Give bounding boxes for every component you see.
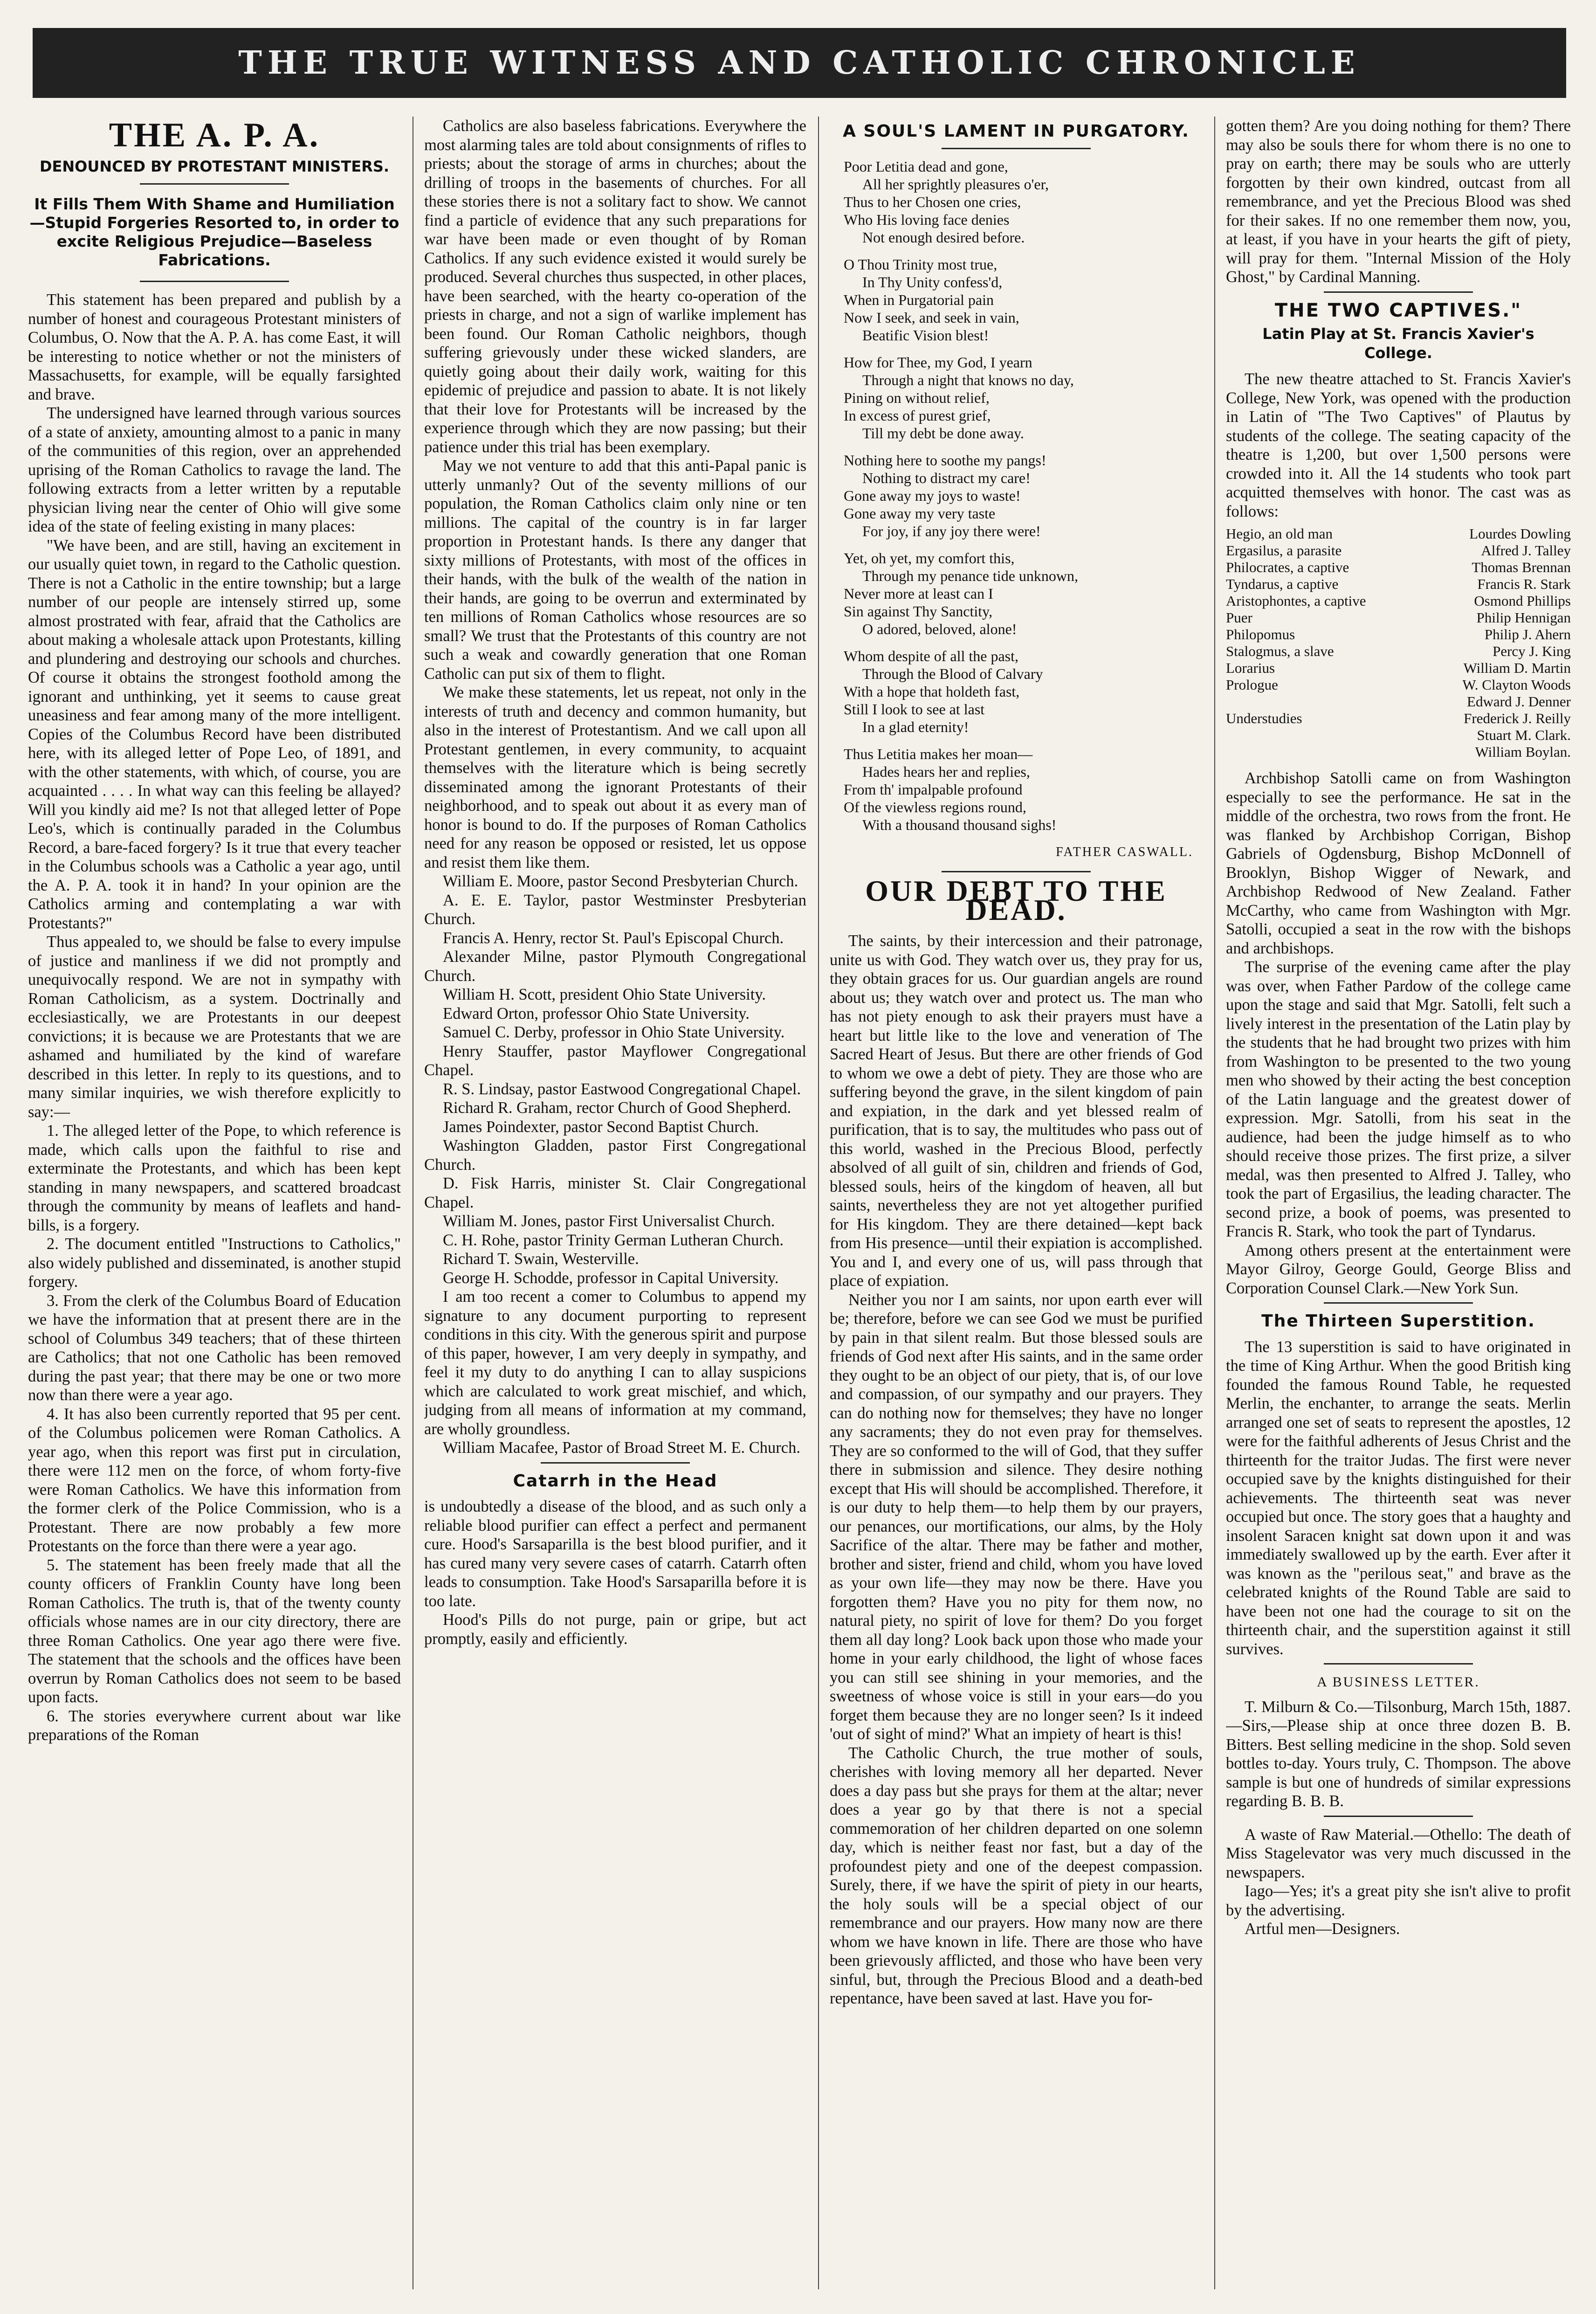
poem-line: O Thou Trinity most true, xyxy=(844,256,998,273)
poem-line: Till my debt be done away. xyxy=(862,424,1024,442)
catarrh-body: is undoubtedly a disease of the blood, and as such only a reliable blood purifier can effect a perfect and permanent cure. Hood's Sarsaparilla is the best blood purifier, and it has cured many very severe cases of catarrh. Catarrh often leads to consumption. Take Hood's Sarsaparilla before it is too late. xyxy=(424,1498,806,1610)
poem-line: Beatific Vision blest! xyxy=(862,326,989,344)
poem-line: Thus Letitia makes her moan— xyxy=(844,745,1033,762)
column-1 xyxy=(28,117,401,2289)
column-2 xyxy=(424,117,806,2289)
divider xyxy=(1324,1816,1473,1817)
divider xyxy=(942,148,1091,149)
poem-stanza xyxy=(844,256,1203,344)
poem-body xyxy=(830,158,1203,834)
paragraph: 2. The document entitled "Instructions to Catholics," also widely published and disseminated, is another stupid forgery. xyxy=(28,1235,401,1291)
poem-stanza xyxy=(844,451,1203,540)
divider xyxy=(541,1462,690,1464)
cast-role: Tyndarus, a captive xyxy=(1226,576,1339,592)
cast-role: Understudies xyxy=(1226,710,1302,726)
cast-actor: Stuart M. Clark. xyxy=(1477,727,1571,743)
cast-role: Philocrates, a captive xyxy=(1226,559,1349,575)
paragraph: "We have been, and are still, having an excitement in our usually quiet town, in regard to the Catholic question. There is not a Catholic in the entire township; but a large number of our people are intensely stirred up, some almost prostrated with fear, afraid that the Catholics are about making a wholesale attack upon Protestants, killing and plundering and destroying our schools and churches. Of course it obtains the strongest foothold among the ignorant and unthinking, yet it seems to cause great uneasiness and fear among many of the more intelligent. Copies of the Columbus Record have been distributed here, with its alleged letter of Pope Leo, of 1891, and with the other statements, with which, of course, you are acquainted . . . . In what way can this feeling be allayed? Will you kindly aid me? Is not that alleged letter of Pope Leo's, which is continually paraded in the Columbus Record, a bare-faced forgery? Is it true that every teacher in the Columbus schools was a Catholic a year ago, until the A. P. A. took it in hand? In your opinion are the Catholics arming and contemplating a war with Protestants?" xyxy=(28,536,401,932)
divider xyxy=(942,871,1091,872)
paragraph: Archbishop Satolli came on from Washington especially to see the performance. He sat in the middle of the orchestra, two rows from the front. He was flanked by Archbishop Corrigan, Bishop Gabriels of Ogdensburg, Bishop McDonnell of Brooklyn, Bishop Wigger of Newark, and Archbishop Redwood of New Zealand. Father McCarthy, who came from Washington with Mgr. Satolli, occupied a seat in the row with the bishops and archbishops. xyxy=(1226,769,1571,957)
paragraph: Neither you nor I am saints, nor upon earth ever will be; therefore, before we can see God we must be purified by pain in that silent realm. But those blessed souls are friends of God next after His saints, and in the same order they ought to be an object of our piety, that is, of our love and compassion, of our sympathy and our prayers. They can do nothing now for themselves; they have no longer any sacraments; they do not even pray for themselves. They are so conformed to the will of God, that they suffer there in submission and silence. They desire nothing except that His will should be accomplished. Therefore, it is our duty to help them—to help them by our prayers, our penances, our mortifications, our alms, by the Holy Sacrifice of the altar. There may be father and mother, brother and sister, friend and child, whom you have loved as your own life—they may now be there. Have you forgotten them? Have you no pity for them now, no natural piety, no spirit of love for them? Do you forget them all day long? Look back upon those who made your home in your early childhood, the light of whose faces you can still see shining in your memories, and the sweetness of whose voice is still in your ears—do you forget them because they are no longer seen? Is it indeed 'out of sight of mind?' What an impiety of heart is this! xyxy=(830,1291,1203,1743)
cast-table xyxy=(1226,525,1571,760)
paragraph: 1. The alleged letter of the Pope, to which reference is made, which calls upon the faithful to rise and exterminate the Protestants, and which has been kept standing in many newspapers, and scattered broadcast through the community by means of leaflets and hand-bills, is a forgery. xyxy=(28,1122,401,1234)
article-title-apa: THE A. P. A. xyxy=(109,117,320,154)
poem-stanza xyxy=(844,745,1203,834)
poem-line: Still I look to see at last xyxy=(844,700,985,718)
poem-line: Yet, oh yet, my comfort this, xyxy=(844,549,1015,566)
cast-actor: Thomas Brennan xyxy=(1472,559,1571,575)
catarrh-heading: Catarrh in the Head xyxy=(513,1471,718,1491)
column-rule xyxy=(818,117,819,2289)
cast-actor: Philip J. Ahern xyxy=(1484,626,1571,642)
paragraph: Among others present at the entertainment were Mayor Gilroy, George Gould, George Bliss and Corporation Counsel Clark.—New York Sun. xyxy=(1226,1241,1571,1297)
poem-line: Who His loving face denies xyxy=(844,211,1010,228)
cast-role: Prologue xyxy=(1226,677,1278,693)
cast-role: Philopomus xyxy=(1226,626,1295,642)
signature: Richard T. Swain, Westerville. xyxy=(443,1250,639,1268)
cast-role xyxy=(1226,727,1420,744)
cast-actor: Percy J. King xyxy=(1493,643,1571,659)
cast-row xyxy=(1226,744,1571,760)
poem-line: For joy, if any joy there were! xyxy=(862,522,1041,539)
signature: A. E. E. Taylor, pastor Westminster Presbyterian Church. xyxy=(424,891,806,928)
poem-line: O adored, beloved, alone! xyxy=(862,620,1017,637)
poem-line: Nothing to distract my care! xyxy=(862,469,1031,486)
cast-role xyxy=(1226,744,1420,760)
cast-actor: Frederick J. Reilly xyxy=(1464,710,1571,726)
poem-line: Not enough desired before. xyxy=(862,228,1025,246)
cast-row xyxy=(1226,677,1571,693)
cast-role: Lorarius xyxy=(1226,660,1275,676)
poem-line: Now I seek, and seek in vain, xyxy=(844,309,1019,326)
signature: Samuel C. Derby, professor in Ohio State University. xyxy=(443,1023,785,1041)
cast-row xyxy=(1226,693,1571,710)
column-rule xyxy=(1214,117,1215,2289)
column-4 xyxy=(1226,117,1571,2289)
iago-joke: Iago—Yes; it's a great pity she isn't alive to profit by the advertising. xyxy=(1226,1882,1571,1919)
cast-row xyxy=(1226,626,1571,643)
paragraph: We make these statements, let us repeat, not only in the interests of truth and decency and common humanity, but also in the interest of Protestantism. And we call upon all Protestant gentlemen, in every community, to acquaint themselves with the literature which is being secretly disseminated among the ignorant Protestants of their neighborhood, and to speak out about it as every man of honor is bound to do. If the purposes of Roman Catholics need for any reason be opposed or resisted, let us oppose and resist them like them. xyxy=(424,684,806,871)
cast-actor: W. Clayton Woods xyxy=(1462,677,1571,693)
divider xyxy=(140,281,289,282)
paragraph: 3. From the clerk of the Columbus Board of Education we have the information that at present there are in the school of Columbus 349 teachers; that of these thirteen are Catholics; that not one Catholic has been removed during the past year; that there may be one or two more now than there were a year ago. xyxy=(28,1292,401,1404)
cast-actor: Osmond Phillips xyxy=(1474,593,1571,609)
divider xyxy=(140,183,289,185)
signature: Henry Stauffer, pastor Mayflower Congregational Chapel. xyxy=(424,1042,806,1079)
poem-line: In a glad eternity! xyxy=(862,718,969,735)
cast-actor: Edward J. Denner xyxy=(1467,693,1571,710)
captives-title: THE TWO CAPTIVES." xyxy=(1274,299,1522,321)
poem-line: Nothing here to soothe my pangs! xyxy=(844,451,1046,469)
poem-line: Through the Blood of Calvary xyxy=(862,665,1043,682)
poem-line: Through my penance tide unknown, xyxy=(862,567,1078,584)
cast-role: Puer xyxy=(1226,609,1252,626)
cast-row xyxy=(1226,576,1571,593)
signature: Alexander Milne, pastor Plymouth Congregational Church. xyxy=(424,948,806,985)
poem-line: Never more at least can I xyxy=(844,585,993,602)
masthead: THE TRUE WITNESS AND CATHOLIC CHRONICLE xyxy=(33,28,1566,98)
poem-line: Hades hears her and replies, xyxy=(862,763,1030,780)
catarrh-pills: Hood's Pills do not purge, pain or gripe, but act promptly, easily and efficiently. xyxy=(424,1611,806,1648)
signature: Edward Orton, professor Ohio State University. xyxy=(443,1004,750,1022)
cast-role: Stalogmus, a slave xyxy=(1226,643,1334,659)
poem-title: A SOUL'S LAMENT IN PURGATORY. xyxy=(843,122,1190,141)
cast-actor: William D. Martin xyxy=(1463,660,1571,676)
poem-stanza xyxy=(844,549,1203,638)
signature: James Poindexter, pastor Second Baptist Church. xyxy=(443,1118,759,1136)
cast-row xyxy=(1226,559,1571,576)
poem-line: How for Thee, my God, I yearn xyxy=(844,353,1032,371)
poem-line: Gone away my joys to waste! xyxy=(844,487,1021,504)
paragraph: May we not venture to add that this anti-Papal panic is utterly unmanly? Out of the seventy millions of our population, the Roman Catholics claim only nine or ten millions. The capital of the country is in far larger proportion in Protestant hands. Is there any danger that sixty millions of Protestants, with most of the offices in their hands, with the bulk of the wealth of the nation in their hands, are going to be overrun and exterminated by ten millions of Roman Catholics whose resources are so small? We trust that the Protestants of this country are not such a weak and cowardly generation that one Roman Catholic can put six of them to flight. xyxy=(424,457,806,683)
signature: William H. Scott, president Ohio State University. xyxy=(443,986,766,1003)
signature-list xyxy=(424,872,806,1287)
poem-author: FATHER CASWALL. xyxy=(1056,844,1193,859)
debt-continued: gotten them? Are you doing nothing for them? There may also be souls there for whom there is no one to pray on earth; there may be souls who are utterly forgotten by their own kindred, outcast from all remembrance, and yet the Precious Blood was shed for their sakes. If no one remember them now, you, at least, if you have in your hearts the gift of piety, will pray for them. "Internal Mission of the Holy Ghost," by Cardinal Manning. xyxy=(1226,117,1571,286)
paragraph: This statement has been prepared and publish by a number of honest and courageous Protestant ministers of Columbus, O. Now that the A. P. A. has come East, it will be interesting to notice whether or not the ministers of Massachusetts, for example, will be equally farsighted and brave. xyxy=(28,291,401,403)
article-deck-apa: It Fills Them With Shame and Humiliation—Stupid Forgeries Resorted to, in order to excite Religious Prejudice—Baseless Fabrications. xyxy=(29,195,399,269)
cast-role: Aristophontes, a captive xyxy=(1226,593,1366,609)
business-heading: A BUSINESS LETTER. xyxy=(1317,1674,1480,1690)
article-title-debt: OUR DEBT TO THE DEAD. xyxy=(865,874,1167,926)
poem-line: With a hope that holdeth fast, xyxy=(844,683,1020,700)
signature: William E. Moore, pastor Second Presbyterian Church. xyxy=(443,872,798,890)
cast-row xyxy=(1226,593,1571,609)
artful-joke: Artful men—Designers. xyxy=(1245,1920,1400,1938)
poem-line: Pining on without relief, xyxy=(844,389,990,406)
cast-row xyxy=(1226,542,1571,559)
signature: William M. Jones, pastor First Universalist Church. xyxy=(443,1212,775,1230)
paragraph: The undersigned have learned through various sources of a state of anxiety, amounting almost to a panic in many of the communities of this region, over an apprehended uprising of the Roman Catholics to ravage the land. The following extracts from a letter written by a reputable physician living near the center of Ohio will give some idea of the state of feeling existing in many places: xyxy=(28,404,401,535)
thirteen-body: The 13 superstition is said to have originated in the time of King Arthur. When the good British king founded the famous Round Table, he requested Merlin, the enchanter, to arrange the seats. Merlin arranged one set of seats to represent the apostles, 12 were for the faithful adherents of Jesus Christ and the thirteenth for the traitor Judas. The first were never occupied save by the knights distinguished for their achievements. The thirteenth seat was never occupied but once. The story goes that a haughty and insolent Saracen knight sat down upon it and was immediately swallowed up by the earth. Ever after it was known as the "perilous seat," and brave as the celebrated knights of the Round Table are said to have been not one had the courage to sit on the thirteenth chair, and the superstition against it still survives. xyxy=(1226,1338,1571,1658)
cast-row xyxy=(1226,525,1571,542)
paragraph: 5. The statement has been freely made that all the county officers of Franklin County have long been Roman Catholics. The truth is, that of the twenty county officials whose names are in our city directory, there are three Roman Catholics. One year ago there were five. The statement that the schools and the offices have been overrun by Roman Catholics does not seem to be based upon facts. xyxy=(28,1556,401,1706)
poem-line: Thus to her Chosen one cries, xyxy=(844,193,1021,210)
poem-line: From th' impalpable profound xyxy=(844,781,1023,798)
poem-line: Poor Letitia dead and gone, xyxy=(844,158,1008,175)
business-body: T. Milburn & Co.—Tilsonburg, March 15th, 1887.—Sirs,—Please ship at once three dozen B. B. Bitters. Best selling medicine in the shop. Sold seven bottles to-day. Yours truly, C. Thompson. The above sample is but one of hundreds of similar expressions regarding B. B. B. xyxy=(1226,1698,1571,1810)
captives-subtitle: Latin Play at St. Francis Xavier's College. xyxy=(1262,325,1534,362)
signature: Richard R. Graham, rector Church of Good Shepherd. xyxy=(443,1099,791,1117)
divider xyxy=(1324,291,1473,293)
poem-stanza xyxy=(844,647,1203,736)
article-subtitle-apa: DENOUNCED BY PROTESTANT MINISTERS. xyxy=(39,157,390,175)
paragraph: The saints, by their intercession and their patronage, unite us with God. They watch over us, they pray for us, they obtain graces for us. Our guardian angels are round about us; they watch over and protect us. The man who has not piety enough to ask their prayers must have a heart but little like to the love and veneration of The Sacred Heart of Jesus. But there are other friends of God to whom we owe a debt of piety. They are those who are suffering beyond the grave, in the silent kingdom of pain and expiation, in the dark and yet blessed realm of purification, that is to say, the multitudes who pass out of this world, washed in the Precious Blood, perfectly absolved of all guilt of sin, children and friends of God, blessed souls, heirs of the kingdom of heaven, all but saints, nevertheless they are not yet altogether purified for His kingdom. They are there detained—kept back from His presence—until their expiation is accomplished. You and I, and every one of us, will pass through that place of expiation. xyxy=(830,932,1203,1290)
poem-line: Sin against Thy Sanctity, xyxy=(844,602,993,620)
column-3 xyxy=(830,117,1203,2289)
article-body-debt xyxy=(830,932,1203,2008)
divider xyxy=(1324,1302,1473,1304)
poem-line: All her sprightly pleasures o'er, xyxy=(862,175,1049,193)
poem-line: Gone away my very taste xyxy=(844,504,996,522)
cast-row xyxy=(1226,643,1571,660)
cast-actor: Philip Hennigan xyxy=(1476,609,1571,626)
poem-stanza xyxy=(844,158,1203,246)
poem-line: Through a night that knows no day, xyxy=(862,371,1074,388)
paragraph: Thus appealed to, we should be false to every impulse of justice and manliness if we did not promptly and unequivocally respond. We are not in sympathy with Roman Catholicism, as a system. Doctrinally and ecclesiastically, we are Protestants in our deepest convictions; it is because we are Protestants that we are ashamed and humiliated by the kind of warefare described in this letter. In reply to its questions, and to many similar inquiries, we wish therefore explicitly to say:— xyxy=(28,933,401,1121)
divider xyxy=(1324,1663,1473,1665)
cast-row xyxy=(1226,660,1571,677)
cast-row xyxy=(1226,727,1571,744)
cast-role: Ergasilus, a parasite xyxy=(1226,542,1342,559)
paragraph: 6. The stories everywhere current about war like preparations of the Roman xyxy=(28,1707,401,1744)
signature: Francis A. Henry, rector St. Paul's Episcopal Church. xyxy=(443,929,784,947)
signature: R. S. Lindsay, pastor Eastwood Congregational Chapel. xyxy=(443,1080,801,1098)
signature: Washington Gladden, pastor First Congregational Church. xyxy=(424,1137,806,1174)
cast-role xyxy=(1226,693,1420,710)
article-body-apa xyxy=(28,290,401,1745)
paragraph: 4. It has also been currently reported that 95 per cent. of the Columbus policemen were Roman Catholics. A year ago, when this report was first put in circulation, there were 112 men on the force, of whom forty-five were Roman Catholics. We have this information from the former clerk of the Police Commission, who is a Protestant. There are now probably a few more Protestants on the force than there were a year ago. xyxy=(28,1405,401,1555)
cast-actor: Francis R. Stark xyxy=(1477,576,1571,592)
poem-line: Of the viewless regions round, xyxy=(844,798,1026,815)
poem-stanza xyxy=(844,353,1203,442)
closing-signature: William Macafee, Pastor of Broad Street M. E. Church. xyxy=(443,1439,800,1457)
poem-line: Whom despite of all the past, xyxy=(844,647,1019,664)
paragraph: The Catholic Church, the true mother of souls, cherishes with loving memory all her departed. Never does a day pass but she prays for them at the altar; never does a year go by that there is not a special commemoration of her children departed on one solemn day, which is neither feast nor fast, but a day of the profoundest piety and one of the deepest compassion. Surely, there, if we have the spirit of piety in our hearts, the holy souls will be a special object of our remembrance and our prayers. How many now are there whom we have known in life. There are those who have been grievously afflicted, and those who have been very sinful, but, through the Precious Blood and a death-bed repentance, have been saved at last. Have you for- xyxy=(830,1744,1203,2007)
closing-paragraph: I am too recent a comer to Columbus to append my signature to any document purporting to represent conditions in this city. With the generous spirit and purpose of this paper, however, I am very deeply in sympathy, and feel it my duty to do anything I can to allay suspicions which are calculated to work great mischief, and which, judging from all means of information at my command, are wholly groundless. xyxy=(424,1288,806,1438)
cast-actor: William Boylan. xyxy=(1475,744,1571,760)
signature: D. Fisk Harris, minister St. Clair Congregational Chapel. xyxy=(424,1174,806,1211)
captives-intro: The new theatre attached to St. Francis Xavier's College, New York, was opened with the production in Latin of "The Two Captives" of Plautus by students of the college. The seating capacity of the theatre is 1,200, but over 1,500 persons were crowded into it. All the 14 students who took part acquitted themselves with honor. The cast was as follows: xyxy=(1226,370,1571,520)
cast-actor: Alfred J. Talley xyxy=(1481,542,1571,559)
waste-joke: A waste of Raw Material.—Othello: The death of Miss Stagelevator was very much discussed in the newspapers. xyxy=(1226,1825,1571,1881)
cast-role: Hegio, an old man xyxy=(1226,525,1333,542)
thirteen-heading: The Thirteen Superstition. xyxy=(1261,1312,1535,1331)
poem-line: In Thy Unity confess'd, xyxy=(862,273,1003,290)
cast-row xyxy=(1226,609,1571,626)
poem-line: With a thousand thousand sighs! xyxy=(862,816,1057,833)
poem-line: In excess of purest grief, xyxy=(844,407,991,424)
cast-actor: Lourdes Dowling xyxy=(1469,525,1571,542)
signature: C. H. Rohe, pastor Trinity German Lutheran Church. xyxy=(443,1231,784,1249)
signature: George H. Schodde, professor in Capital University. xyxy=(443,1269,779,1287)
captives-body xyxy=(1226,769,1571,1298)
poem-line: When in Purgatorial pain xyxy=(844,291,994,308)
cast-row xyxy=(1226,710,1571,727)
paragraph: The surprise of the evening came after the play was over, when Father Pardow of the college came upon the stage and said that Mgr. Satolli, felt such a lively interest in the presentation of the Latin play by the students that he had brought two prizes with him from Washington to be presented to the two young men who showed by their acting the best conception of the Latin language and the greatest dower of expression. Mgr. Satolli, from his seat in the audience, had been the judge himself as to who should receive those prizes. The first prize, a silver medal, was then presented to Alfred J. Talley, who took the part of Ergasilius, the leading character. The second prize, a book of poems, was presented to Francis R. Stark, who took the part of Tyndarus. xyxy=(1226,958,1571,1240)
paragraph: Catholics are also baseless fabrications. Everywhere the most alarming tales are told about consignments of rifles to priests; about the storage of arms in churches; about the drilling of troops in the basements of churches. For all these stories there is not a solitary fact to show. We cannot find a particle of evidence that any such preparations for war have been made or even thought of by Roman Catholics. If any such evidence existed it would surely be produced. Several churches thus suspected, in other places, have been searched, with the hearty co-operation of the priests in charge, and not a sign of warlike implement has been found. Our Roman Catholic neighbors, though suffering grievously under these wicked slanders, are quietly going about their daily work, waiting for this epidemic of prejudice and passion to abate. It is not likely that their love for Protestants will be increased by the experience through which they are now passing; but their patience under this trial has been exemplary. xyxy=(424,117,806,456)
article-body-apa-cont xyxy=(424,117,806,872)
